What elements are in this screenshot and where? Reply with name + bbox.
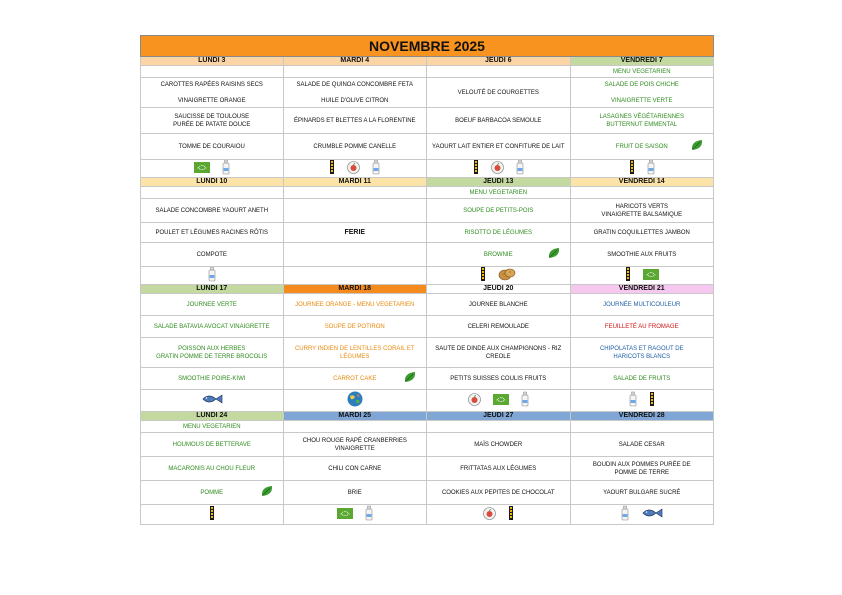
dish-cell — [140, 199, 284, 223]
dish-text: CHILI CON CARNE — [328, 465, 382, 472]
icons-cell — [284, 390, 428, 412]
dish-cell — [284, 134, 428, 160]
menu-row — [140, 187, 714, 199]
dish-text: SMOOTHIE AUX FRUITS — [607, 251, 677, 258]
dish-text: JOURNEE BLANCHE — [468, 301, 528, 308]
dish-cell — [284, 338, 428, 368]
icons-cell — [284, 505, 428, 525]
day-header: JEUDI 6 — [427, 57, 571, 66]
menu-row — [140, 294, 714, 316]
icons-cell — [427, 160, 571, 178]
apple-label-icon — [483, 507, 496, 523]
day-header: LUNDI 3 — [140, 57, 284, 66]
dish-cell — [571, 243, 715, 267]
dish-text: YAOURT BULGARE SUCRÉ — [603, 489, 681, 496]
dish-cell — [571, 433, 715, 457]
dish-text: GRATIN COQUILLETTES JAMBON — [593, 229, 690, 236]
dish-cell — [284, 294, 428, 316]
menu-row — [140, 199, 714, 223]
dish-cell — [427, 223, 571, 243]
dish-text: CARROT CAKE — [333, 375, 377, 382]
dish-text: TOMME DE COURAIOU — [178, 143, 245, 150]
menu-table — [140, 35, 714, 525]
milk-bottle-icon — [516, 160, 524, 178]
dish-cell — [571, 457, 715, 481]
menu-row — [140, 134, 714, 160]
menu-row — [140, 457, 714, 481]
dish-text: BOEUF BARBACOA SEMOULE — [455, 117, 542, 124]
menu-row — [140, 66, 714, 78]
day-header: VENDREDI 7 — [571, 57, 715, 66]
dish-text: SOUPE DE POTIRON — [324, 323, 385, 330]
dish-cell — [284, 316, 428, 338]
dish-cell — [284, 78, 428, 108]
organic-label-icon — [337, 508, 353, 522]
dish-cell — [284, 199, 428, 223]
leaf-icon — [691, 139, 703, 154]
day-header: VENDREDI 14 — [571, 178, 715, 187]
dish-text: JOURNÉE MULTICOULEUR — [603, 301, 681, 308]
dish-cell — [427, 78, 571, 108]
dish-text: ÉPINARDS ET BLETTES A LA FLORENTINE — [293, 117, 416, 124]
menu-row — [140, 481, 714, 505]
dish-cell — [427, 187, 571, 199]
dish-text: CRUMBLE POMME CANELLE — [313, 143, 397, 150]
dish-cell — [140, 243, 284, 267]
dish-text: SAUTE DE DINDE AUX CHAMPIGNONS - RIZ CREOLE — [435, 345, 562, 360]
milk-bottle-icon — [222, 160, 230, 178]
dish-text: LASAGNES VÉGÉTARIENNES — [599, 113, 685, 120]
dish-cell — [427, 66, 571, 78]
dish-cell — [571, 134, 715, 160]
organic-label-icon — [493, 394, 509, 408]
dish-text: FERIE — [344, 228, 366, 236]
menu-title: NOVEMBRE 2025 — [140, 35, 714, 57]
dish-text: SMOOTHIE POIRE-KIWI — [178, 375, 246, 382]
dish-text: COMPOTE — [196, 251, 227, 258]
dish-text: HARICOTS VERTS — [615, 203, 669, 210]
dish-cell — [571, 294, 715, 316]
dish-text: BOUDIN AUX POMMES PURÉE DE — [592, 461, 691, 468]
allergen-icons-row — [140, 160, 714, 178]
dish-cell — [427, 433, 571, 457]
allergen-icons-row — [140, 267, 714, 285]
dish-text: POISSON AUX HERBES — [178, 345, 246, 352]
milk-bottle-icon — [621, 505, 629, 524]
dish-text: CELERI REMOULADE — [467, 323, 529, 330]
dish-cell — [427, 338, 571, 368]
dish-cell — [571, 481, 715, 505]
milk-bottle-icon — [629, 391, 637, 410]
apple-label-icon — [468, 393, 481, 409]
dish-text: SALADE CESAR — [618, 441, 665, 448]
day-header: LUNDI 24 — [140, 412, 284, 421]
dish-cell — [284, 223, 428, 243]
dish-cell — [140, 78, 284, 108]
dish-cell — [427, 108, 571, 134]
apple-label-icon — [491, 161, 504, 177]
dish-cell — [140, 457, 284, 481]
dish-cell — [427, 199, 571, 223]
icons-cell — [427, 267, 571, 285]
day-header: JEUDI 27 — [427, 412, 571, 421]
icons-cell — [571, 160, 715, 178]
dish-cell — [427, 457, 571, 481]
dish-text: POMME — [200, 489, 224, 496]
dish-text: BROWNIE — [483, 251, 513, 258]
day-header: MARDI 11 — [284, 178, 428, 187]
fish-icon — [641, 507, 663, 522]
icons-cell — [571, 505, 715, 525]
dish-cell — [571, 316, 715, 338]
dish-text: SALADE BATAVIA AVOCAT VINAIGRETTE — [153, 323, 270, 330]
organic-label-icon — [643, 269, 659, 283]
apple-label-icon — [347, 161, 360, 177]
milk-bottle-icon — [365, 505, 373, 524]
icons-cell — [427, 505, 571, 525]
dish-text: CHIPOLATAS ET RAGOUT DE — [599, 345, 684, 352]
dish-text: BUTTERNUT EMMENTAL — [606, 121, 678, 128]
dish-cell — [427, 134, 571, 160]
leaf-icon — [404, 371, 416, 386]
day-header: LUNDI 17 — [140, 285, 284, 294]
dish-text: MENU VEGETARIEN — [182, 423, 241, 430]
dish-text: PETITS SUISSES COULIS FRUITS — [450, 375, 547, 382]
dish-cell — [284, 243, 428, 267]
dish-cell — [140, 294, 284, 316]
dish-text: PURÉE DE PATATE DOUCE — [173, 121, 251, 128]
day-header: MARDI 25 — [284, 412, 428, 421]
dish-text — [286, 89, 425, 97]
dish-text: SAUCISSE DE TOULOUSE — [174, 113, 250, 120]
day-header: MARDI 18 — [284, 285, 428, 294]
menu-row — [140, 223, 714, 243]
menu-row — [140, 368, 714, 390]
wheat-icon — [329, 160, 335, 177]
allergen-icons-row — [140, 390, 714, 412]
dish-cell — [140, 66, 284, 78]
dish-text: FRUIT DE SAISON — [615, 143, 668, 150]
dish-text: MACARONIS AU CHOU FLEUR — [168, 465, 256, 472]
milk-bottle-icon — [372, 160, 380, 178]
menu-row — [140, 78, 714, 108]
icons-cell — [140, 390, 284, 412]
dish-cell — [571, 78, 715, 108]
dish-text: COOKIES AUX PEPITES DE CHOCOLAT — [441, 489, 555, 496]
menu-row — [140, 338, 714, 368]
wheat-icon — [625, 267, 631, 284]
milk-bottle-icon — [647, 160, 655, 178]
dish-cell — [140, 433, 284, 457]
dish-text: VINAIGRETTE — [334, 445, 375, 452]
dish-text: BRIE — [347, 489, 362, 496]
dish-text: MAÏS CHOWDER — [474, 441, 523, 448]
dish-cell — [140, 316, 284, 338]
icons-cell — [427, 390, 571, 412]
dish-cell — [571, 187, 715, 199]
dish-cell — [140, 368, 284, 390]
icons-cell — [140, 160, 284, 178]
dish-text — [573, 89, 712, 97]
dish-text: JOURNEE VERTE — [186, 301, 237, 308]
day-header: VENDREDI 21 — [571, 285, 715, 294]
dish-cell — [140, 338, 284, 368]
week-header-row — [140, 178, 714, 187]
dish-cell — [140, 223, 284, 243]
menu-row — [140, 108, 714, 134]
week-header-row — [140, 412, 714, 421]
dish-text: GRATIN POMME DE TERRE BROCOLIS — [156, 353, 268, 360]
menu-row — [140, 316, 714, 338]
wheat-icon — [649, 392, 655, 409]
milk-bottle-icon — [208, 267, 216, 285]
day-header: LUNDI 10 — [140, 178, 284, 187]
dish-cell — [571, 338, 715, 368]
day-header: JEUDI 13 — [427, 178, 571, 187]
dish-text: POULET ET LÉGUMES RACINES RÔTIS — [155, 229, 268, 236]
dish-cell — [571, 368, 715, 390]
dish-text: FEUILLETÉ AU FROMAGE — [604, 323, 679, 330]
dish-cell — [571, 421, 715, 433]
icons-cell — [140, 505, 284, 525]
icons-cell — [571, 267, 715, 285]
dish-cell — [571, 66, 715, 78]
dish-text: HUILE D'OLIVE CITRON — [321, 97, 389, 104]
milk-bottle-icon — [521, 391, 529, 410]
weeks-container — [140, 57, 714, 525]
day-header: MARDI 4 — [284, 57, 428, 66]
leaf-icon — [548, 247, 560, 262]
dish-cell — [140, 108, 284, 134]
icons-cell — [571, 390, 715, 412]
dish-text: CHOU ROUGE RAPÉ CRANBERRIES — [302, 437, 407, 444]
dish-text: RISOTTO DE LÉGUMES — [464, 229, 533, 236]
dish-cell — [140, 134, 284, 160]
dish-cell — [284, 187, 428, 199]
dish-cell — [284, 368, 428, 390]
dish-cell — [427, 294, 571, 316]
dish-cell — [571, 199, 715, 223]
dish-text: VINAIGRETTE BALSAMIQUE — [601, 211, 683, 218]
menu-row — [140, 243, 714, 267]
dish-text: SALADE DE QUINOA CONCOMBRE FETA — [296, 81, 414, 88]
dish-text: SOUPE DE PETITS-POIS — [463, 207, 534, 214]
dish-text: POMME DE TERRE — [614, 469, 670, 476]
dish-text: VINAIGRETTE ORANGE — [177, 97, 246, 104]
dish-cell — [140, 481, 284, 505]
dish-cell — [427, 316, 571, 338]
leaf-icon — [261, 485, 273, 500]
wheat-icon — [473, 160, 479, 177]
wheat-icon — [629, 160, 635, 177]
globe-icon — [347, 391, 363, 410]
dish-cell — [284, 457, 428, 481]
icons-cell — [140, 267, 284, 285]
menu-row — [140, 433, 714, 457]
icons-cell — [284, 267, 428, 285]
dish-text: JOURNEE ORANGE - MENU VEGETARIEN — [295, 301, 415, 308]
dish-text: HOUMOUS DE BETTERAVE — [172, 441, 251, 448]
dish-text: CAROTTES RAPÉES RAISINS SECS — [160, 81, 263, 88]
week-header-row — [140, 57, 714, 66]
dish-text: VELOUTÉ DE COURGETTES — [457, 89, 539, 96]
organic-label-icon — [194, 162, 210, 176]
dish-text: MENU VEGETARIEN — [469, 189, 528, 196]
dish-cell — [284, 421, 428, 433]
dish-cell — [427, 368, 571, 390]
icons-cell — [284, 160, 428, 178]
dish-text: MENU VEGETARIEN — [612, 68, 671, 75]
day-header: JEUDI 20 — [427, 285, 571, 294]
dish-cell — [571, 223, 715, 243]
dish-text: YAOURT LAIT ENTIER ET CONFITURE DE LAIT — [432, 143, 565, 150]
dish-cell — [284, 108, 428, 134]
day-header: VENDREDI 28 — [571, 412, 715, 421]
dish-cell — [284, 481, 428, 505]
wheat-icon — [480, 267, 486, 284]
fish-icon — [201, 393, 223, 408]
dish-text: VINAIGRETTE VERTE — [610, 97, 673, 104]
week-header-row — [140, 285, 714, 294]
dish-cell — [284, 66, 428, 78]
wheat-icon — [209, 506, 215, 523]
dish-cell — [427, 243, 571, 267]
dish-text: SALADE DE FRUITS — [613, 375, 671, 382]
dish-cell — [427, 421, 571, 433]
dish-text: FRITTATAS AUX LÉGUMES — [460, 465, 537, 472]
dish-text: SALADE CONCOMBRE YAOURT ANETH — [155, 207, 269, 214]
dish-text: CURRY INDIEN DE LENTILLES CORAIL ET LÉGUMES — [294, 345, 415, 360]
potato-icon — [498, 267, 516, 284]
wheat-icon — [508, 506, 514, 523]
dish-text: SALADE DE POIS CHICHE — [604, 81, 679, 88]
dish-cell — [140, 187, 284, 199]
dish-cell — [140, 421, 284, 433]
dish-text: HARICOTS BLANCS — [613, 353, 671, 360]
dish-cell — [284, 433, 428, 457]
dish-cell — [427, 481, 571, 505]
menu-row — [140, 421, 714, 433]
dish-text — [143, 89, 281, 97]
allergen-icons-row — [140, 505, 714, 525]
dish-cell — [571, 108, 715, 134]
